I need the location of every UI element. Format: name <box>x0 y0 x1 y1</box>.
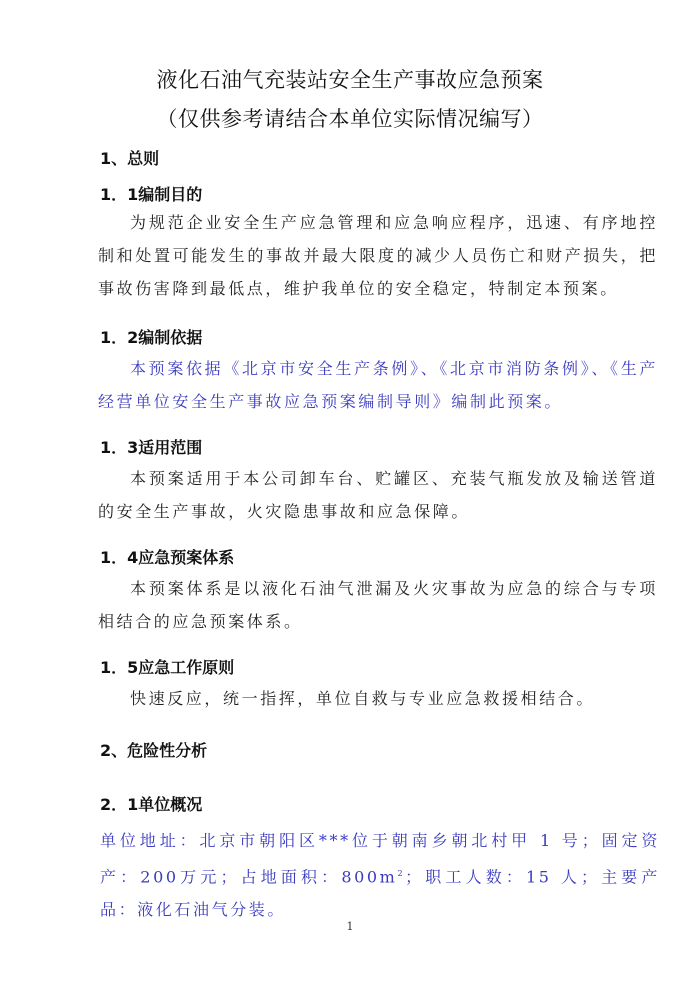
section-heading-2: 2、危险性分析 <box>100 741 208 760</box>
page-number: 1 <box>346 920 354 933</box>
section-heading-1: 1、总则 <box>100 149 160 168</box>
paragraph-2-1-part1: 单位地址：北京市朝阳区***位于朝南乡朝北村甲 1 号；固定资产：200万元；占地面积：800m <box>100 831 660 887</box>
subsection-heading-1-2: 1．2编制依据 <box>100 328 203 347</box>
paragraph-1-4: 本预案体系是以液化石油气泄漏及火灾事故为应急的综合与专项相结合的应急预案体系。 <box>98 579 658 631</box>
subsection-heading-2-1: 2．1单位概况 <box>100 795 203 814</box>
paragraph-1-3: 本预案适用于本公司卸车台、贮罐区、充装气瓶发放及输送管道的安全生产事故，火灾隐患事故和应急保障。 <box>98 469 658 521</box>
paragraph-1-2: 本预案依据《北京市安全生产条例》、《北京市消防条例》、《生产经营单位安全生产事故应急预案编制导则》编制此预案。 <box>98 359 658 411</box>
subsection-heading-1-5: 1．5应急工作原则 <box>100 658 235 677</box>
subsection-heading-1-3: 1．3适用范围 <box>100 438 203 457</box>
paragraph-1-1: 为规范企业安全生产应急管理和应急响应程序，迅速、有序地控制和处置可能发生的事故并最大限度的减少人员伤亡和财产损失，把事故伤害降到最低点，维护我单位的安全稳定，特制定本预案。 <box>98 213 658 298</box>
subsection-heading-1-4: 1．4应急预案体系 <box>100 548 235 567</box>
paragraph-2-1-part2: ；职工人数：15 人；主要产品：液化石油气分装。 <box>100 867 660 920</box>
square-meter-superscript: 2 <box>397 869 406 878</box>
subsection-heading-1-1: 1．1编制目的 <box>100 185 203 204</box>
paragraph-1-5: 快速反应，统一指挥，单位自救与专业应急救援相结合。 <box>130 689 596 708</box>
document-subtitle: （仅供参考请结合本单位实际情况编写） <box>156 107 544 131</box>
paragraph-2-1 <box>100 824 660 926</box>
document-title: 液化石油气充装站安全生产事故应急预案 <box>156 68 544 92</box>
